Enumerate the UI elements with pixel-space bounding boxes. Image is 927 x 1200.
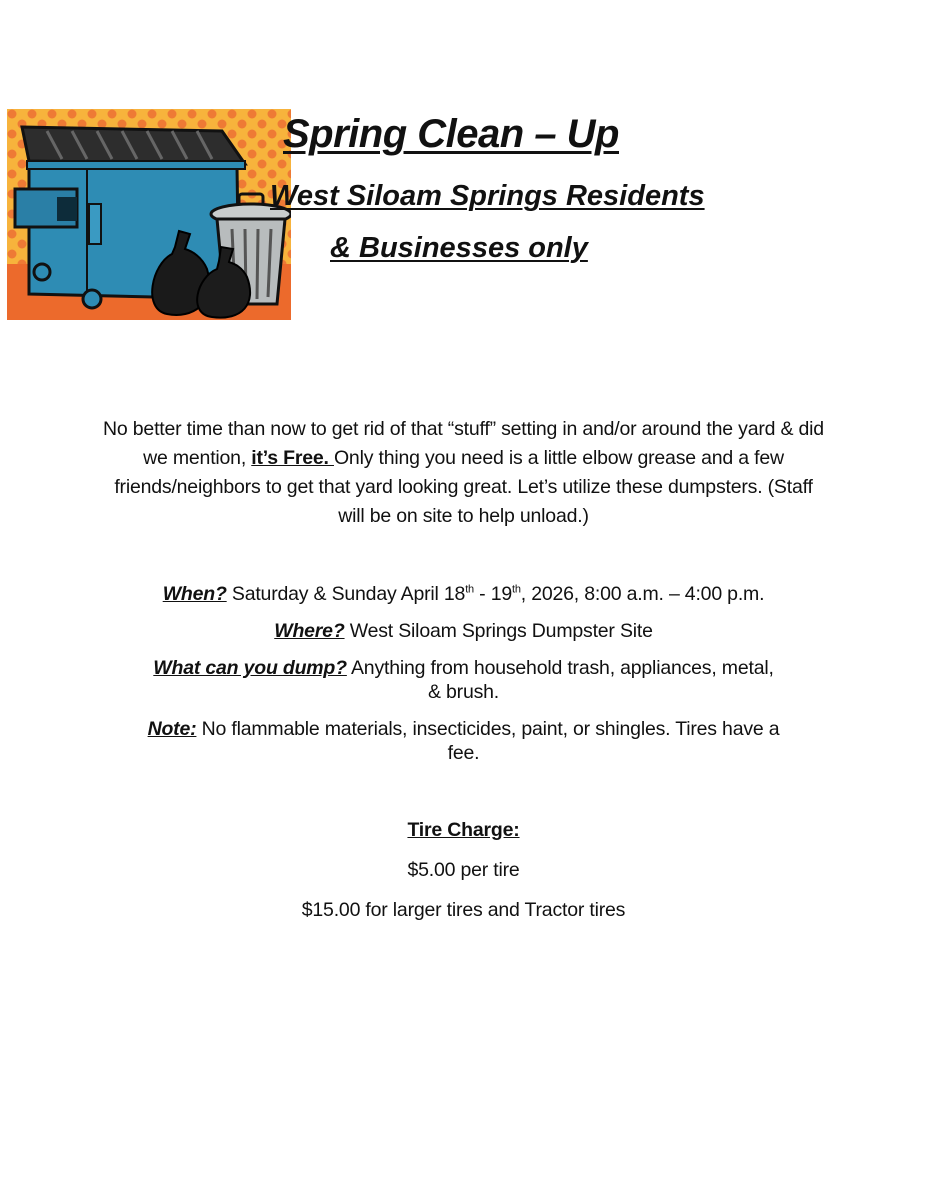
intro-text-2: Only thing you need is a little elbow grease and a few friends/neighbors to get that yard looking great. Let’s utilize these dumpsters. (Staff will be on site to help unload.) [114,447,813,527]
note-label: Note: [147,718,197,740]
intro-text-1: No better time than now to get rid of that “stuff” setting in and/or around the yard & did we mention, [103,418,824,469]
dumpster-illustration [7,109,291,320]
tire-charge-standard: $5.00 per tire [407,859,520,881]
when-text-c: , 2026, 8:00 a.m. – 4:00 p.m. [520,583,765,605]
note-line [100,717,827,765]
when-label: When? [162,583,227,605]
what-line [100,656,827,704]
subtitle-businesses: & Businesses only [330,232,588,264]
what-text: Anything from household trash, appliances, metal, [346,657,774,679]
free-emphasis: it’s Free. [251,447,334,469]
note-text: No flammable materials, insecticides, paint, or shingles. Tires have a [196,718,780,740]
intro-paragraph [100,415,827,531]
what-label: What can you dump? [153,657,347,679]
tire-charge-heading: Tire Charge: [407,819,520,841]
when-text-a: Saturday & Sunday April 18 [226,583,466,605]
when-sup-b: th [512,583,521,596]
when-sup-a: th [465,583,474,596]
what-text-2: & brush. [427,681,500,703]
where-label: Where? [274,620,345,642]
when-text-b: - 19 [473,583,512,605]
subtitle-residents: West Siloam Springs Residents [270,180,705,212]
where-line [100,619,827,643]
when-line [100,582,827,606]
tire-charge-large: $15.00 for larger tires and Tractor tires [301,899,626,921]
page-title: Spring Clean – Up [283,112,619,156]
note-text-2: fee. [447,742,480,764]
where-text: West Siloam Springs Dumpster Site [344,620,653,642]
